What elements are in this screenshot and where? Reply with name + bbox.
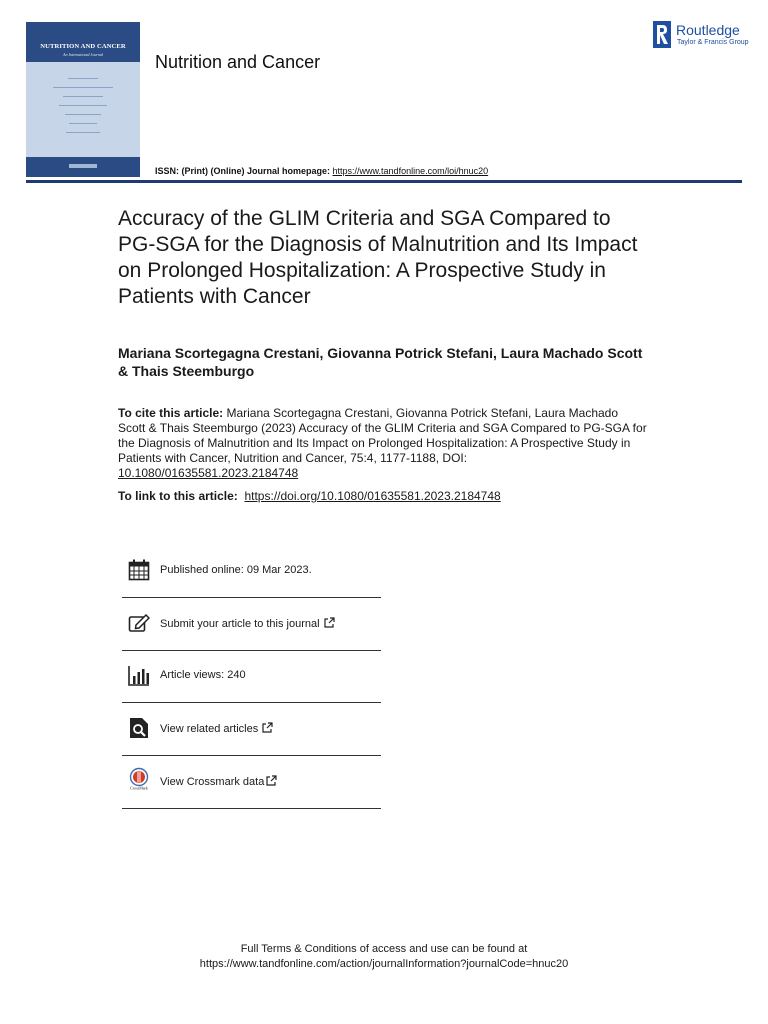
submit-article-link[interactable] [160,617,335,630]
crossmark-icon-text: CrossMark [130,785,148,791]
footer-line-1: Full Terms & Conditions of access and use can be found at [240,943,528,955]
related-articles-link[interactable] [160,722,273,735]
external-link-icon [324,617,335,628]
cover-subtitle: An International Journal [63,52,103,57]
cover-journal-title: NUTRITION AND CANCER [40,43,126,50]
journal-homepage-link[interactable]: https://www.tandfonline.com/loi/hnuc20 [332,166,489,176]
routledge-logo-icon[interactable] [653,21,671,48]
published-row [122,545,381,598]
article-views: Article views: 240 [160,669,246,681]
submit-row[interactable] [122,598,381,651]
bar-chart-icon [128,664,150,686]
publisher-group: Taylor & Francis Group [677,39,749,46]
article-link-block [118,489,648,503]
crossmark-link[interactable] [160,775,277,788]
crossmark-row[interactable] [122,756,381,809]
published-date: Published online: 09 Mar 2023. [160,564,312,576]
citation-block [118,406,648,481]
views-row [122,650,381,703]
article-title: Accuracy of the GLIM Criteria and SGA Compared to PG-SGA for the Diagnosis of Malnutrition and Its Impact on Prolonged Hospitalization: A Prospective Study in Patients with Cancer [118,207,638,308]
cover-contents-lines [46,78,120,141]
cover-header-band [26,22,140,62]
related-row[interactable] [122,703,381,756]
edit-icon [128,612,150,634]
cite-label: To cite this article: [118,406,224,420]
header-divider [26,180,742,183]
terms-footer [0,942,768,972]
submit-label: Submit your article to this journal [160,618,320,630]
footer-terms-link[interactable]: https://www.tandfonline.com/action/journalInformation?journalCode=hnuc20 [199,958,569,970]
journal-cover [26,22,140,177]
cover-footer-band [26,157,140,177]
related-label: View related articles [160,723,259,735]
cite-text: Mariana Scortegagna Crestani, Giovanna Potrick Stefani, Laura Machado Scott & Thais Steemburgo (2023) Accuracy of the GLIM Criteria and SGA Compared to PG-SGA for the Diagnosis of Malnutrition and Its Impact on Prolonged Hospitalization: A Prospective Study in Patients with Cancer, Nutrition and Cancer, 75:4, 1177-1188, DOI: [118,406,647,465]
cover-publisher-mark [69,164,97,168]
search-document-icon [128,717,150,739]
issn-label: ISSN: (Print) (Online) Journal homepage: [155,166,331,176]
calendar-icon [128,559,150,581]
article-doi-link[interactable]: https://doi.org/10.1080/01635581.2023.2184748 [244,489,501,503]
external-link-icon [262,722,273,733]
crossmark-icon [128,766,150,792]
external-link-icon [266,775,277,786]
publisher-name[interactable]: Routledge [676,22,740,38]
journal-name[interactable]: Nutrition and Cancer [155,52,321,72]
link-label: To link to this article: [118,489,238,503]
cite-doi-link[interactable]: 10.1080/01635581.2023.2184748 [118,466,299,480]
crossmark-label: View Crossmark data [160,776,265,788]
issn-line [155,166,488,176]
article-authors: Mariana Scortegagna Crestani, Giovanna Potrick Stefani, Laura Machado Scott & Thais Steemburgo [118,345,643,379]
